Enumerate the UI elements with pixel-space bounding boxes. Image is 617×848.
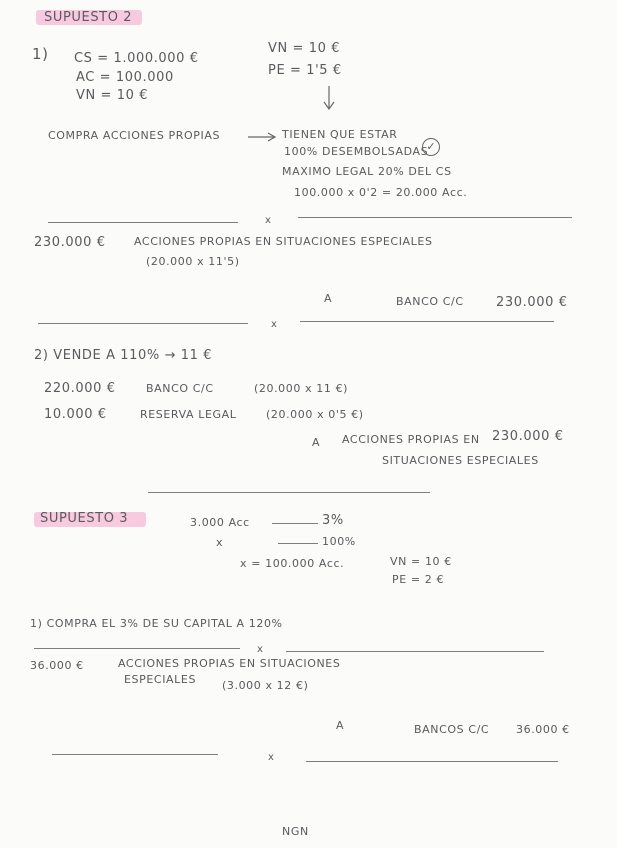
entry-credit-account: BANCO C/C [396,295,464,308]
entry-amount: 220.000 € [44,381,116,396]
section-divider [148,492,430,493]
entry-detail: (20.000 x 11'5) [146,255,240,268]
rule-of-three-result: x = 100.000 Acc. [240,557,345,570]
condition-tienen: TIENEN QUE ESTAR [282,128,398,141]
entry-credit-account: ACCIONES PROPIAS EN [342,433,480,446]
section-title-supuesto-3: SUPUESTO 3 [40,511,129,526]
valor-nominal: VN = 10 € [390,555,452,568]
sale-statement: 2) VENDE A 110% → 11 € [34,348,213,363]
check-icon: ✓ [422,138,440,156]
condition-desembolsadas: 100% DESEMBOLSADAS [284,145,429,158]
item-number: 1) [32,45,49,63]
entry-credit-account-cont: SITUACIONES ESPECIALES [382,454,539,467]
entry-credit-amount: 230.000 € [492,429,564,444]
entry-amount: 10.000 € [44,407,107,422]
journal-rule [298,217,572,218]
entry-account: RESERVA LEGAL [140,408,237,421]
entry-credit-amount: 230.000 € [496,295,568,310]
entry-account-cont: ESPECIALES [124,673,197,686]
condition-maximo: MAXIMO LEGAL 20% DEL CS [282,165,452,178]
precio-emision: PE = 2 € [392,573,445,586]
rule-of-three-line [278,543,318,544]
entry-credit-amount: 36.000 € [516,723,570,736]
precio-emision: PE = 1'5 € [268,63,342,78]
capital-social: CS = 1.000.000 € [74,51,199,66]
journal-rule [306,761,558,762]
journal-rule [48,222,238,223]
condition-calc: 100.000 x 0'2 = 20.000 Acc. [294,186,468,199]
entry-account: BANCO C/C [146,382,214,395]
rule-of-three-a: x [216,536,224,549]
entry-a: A [312,436,321,449]
rule-of-three-b: 3% [322,513,344,528]
entry-detail: (20.000 x 11 €) [254,382,349,395]
rule-of-three-a: 3.000 Acc [190,516,250,529]
arrow-right-icon [248,132,278,142]
footer-mark: NGN [282,825,309,838]
rule-of-three-line [272,523,318,524]
journal-rule [286,651,544,652]
entry-account: ACCIONES PROPIAS EN SITUACIONES [118,657,341,670]
entry-detail: (20.000 x 0'5 €) [266,408,364,421]
journal-rule [300,321,554,322]
acciones-count: AC = 100.000 [76,70,174,85]
compra-statement: 1) COMPRA EL 3% DE SU CAPITAL A 120% [30,617,283,630]
valor-nominal-right: VN = 10 € [268,41,341,56]
entry-amount: 230.000 € [34,235,106,250]
rule-of-three-b: 100% [322,535,356,548]
journal-x: x [271,319,277,330]
section-title-supuesto-2: SUPUESTO 2 [44,10,133,25]
compra-acciones: COMPRA ACCIONES PROPIAS [48,129,221,142]
entry-account: ACCIONES PROPIAS EN SITUACIONES ESPECIALES [134,235,433,248]
journal-rule [34,648,240,649]
valor-nominal: VN = 10 € [76,88,149,103]
entry-credit-account: BANCOS C/C [414,723,490,736]
journal-x: x [257,644,263,655]
journal-rule [52,754,218,755]
entry-amount: 36.000 € [30,659,84,672]
journal-rule [38,323,248,324]
arrow-down-icon [322,86,336,112]
entry-detail: (3.000 x 12 €) [222,679,309,692]
journal-x: x [268,752,274,763]
journal-x: x [265,215,271,226]
entry-a: A [324,292,333,305]
entry-a: A [336,719,345,732]
